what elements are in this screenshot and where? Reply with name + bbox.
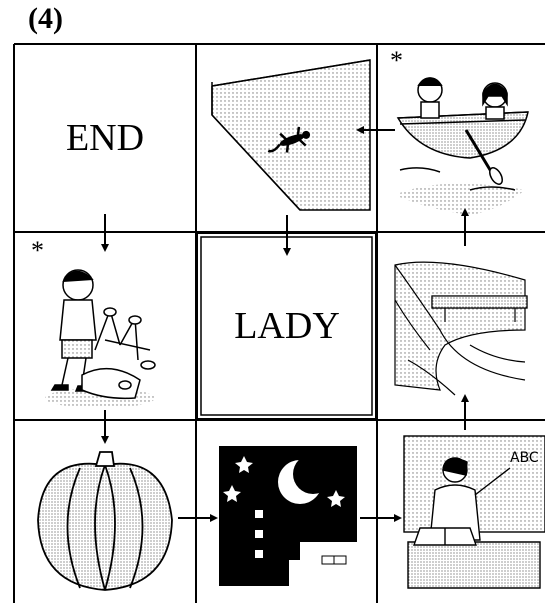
puzzle-number: (4)	[28, 2, 63, 35]
lady-cell-text: LADY	[234, 305, 340, 347]
pumpkin-icon	[38, 452, 172, 590]
boy-spilled-flowers-icon	[45, 270, 155, 408]
river-bridge-icon	[395, 262, 527, 395]
star-boat: *	[390, 46, 403, 75]
end-cell-text: END	[65, 117, 145, 159]
board-text: ABC	[510, 450, 539, 466]
night-moon-icon	[219, 446, 357, 586]
star-boy: *	[31, 236, 44, 265]
boat-children-icon	[395, 78, 528, 215]
wall-gecko-icon	[212, 60, 370, 210]
